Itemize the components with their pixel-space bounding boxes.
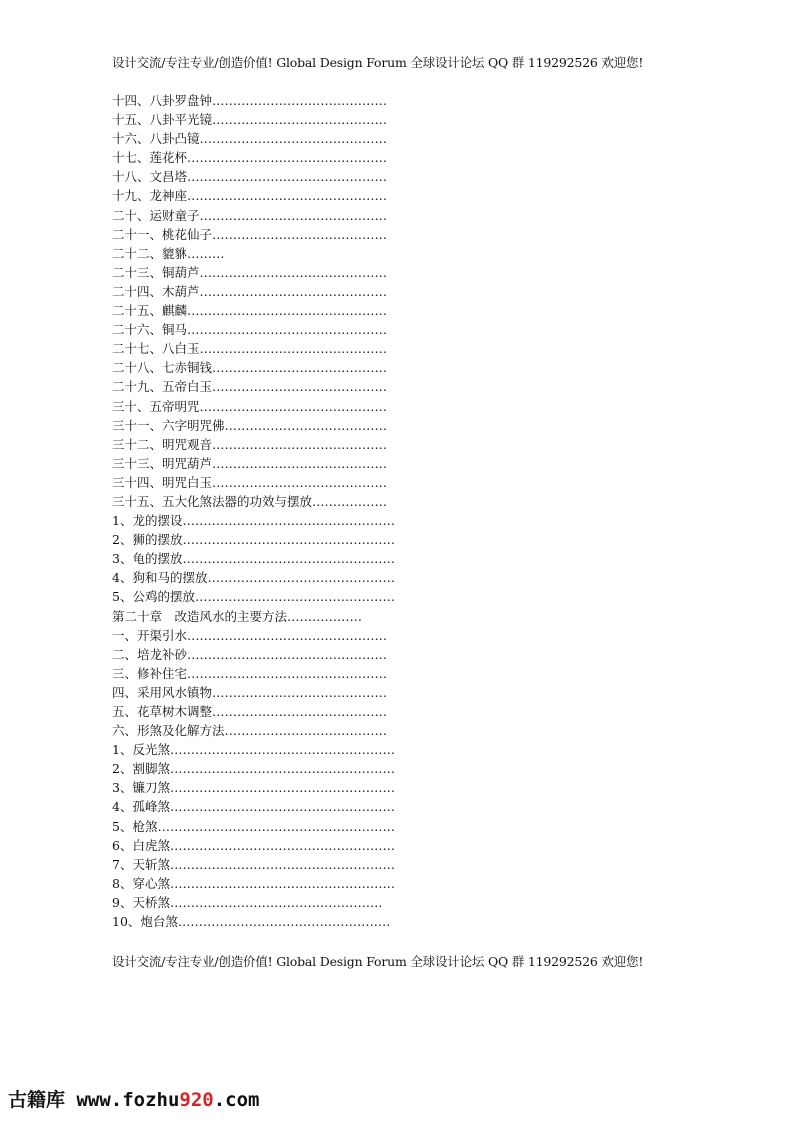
toc-entry: 3、龟的摆放…………………………………………… [112, 551, 395, 567]
toc-entry: 2、割脚煞……………………………………………… [112, 761, 395, 777]
toc-entry: 三十三、明咒葫芦…………………………………… [112, 455, 388, 471]
toc-entry: 三十四、明咒白玉…………………………………… [112, 474, 388, 490]
toc-entry: 一、开渠引水………………………………………… [112, 627, 388, 643]
toc-entry: 1、反光煞……………………………………………… [112, 742, 395, 758]
toc-entry: 二十七、八白玉……………………………………… [112, 341, 388, 357]
toc-entry: 十六、八卦凸镜……………………………………… [112, 131, 388, 147]
toc-entry: 十七、莲花杯………………………………………… [112, 150, 388, 166]
toc-entry: 三、修补住宅………………………………………… [112, 665, 388, 681]
toc-entry: 十五、八卦平光镜…………………………………… [112, 112, 388, 128]
toc-entry: 三十一、六字明咒佛………………………………… [112, 417, 388, 433]
toc-entry: 二十、运财童子……………………………………… [112, 207, 388, 223]
toc-entry: 三十五、五大化煞法器的功效与摆放……………… [112, 493, 388, 509]
toc-entry: 5、枪煞………………………………………………… [112, 818, 395, 834]
toc-entry: 二十八、七赤铜钱…………………………………… [112, 360, 388, 376]
toc-entry: 四、采用风水镇物…………………………………… [112, 684, 388, 700]
toc-entry: 二十四、木葫芦……………………………………… [112, 283, 388, 299]
toc-entry: 二、培龙补砂………………………………………… [112, 646, 388, 662]
toc-entry: 十九、龙神座………………………………………… [112, 188, 388, 204]
toc-entry: 4、孤峰煞……………………………………………… [112, 799, 395, 815]
toc-entry: 三十、五帝明咒……………………………………… [112, 398, 388, 414]
toc-entry: 4、狗和马的摆放……………………………………… [112, 570, 395, 586]
toc-entry: 二十六、铜马………………………………………… [112, 322, 388, 338]
site-watermark-logo [8, 1087, 259, 1113]
logo-suffix: .com [213, 1089, 260, 1111]
toc-entry: 三十二、明咒观音…………………………………… [112, 436, 388, 452]
toc-entry: 5、公鸡的摆放………………………………………… [112, 589, 395, 605]
toc-entry: 二十二、貔貅……… [112, 245, 225, 261]
toc-entry: 7、天斩煞……………………………………………… [112, 856, 395, 872]
toc-entry: 二十五、麒麟………………………………………… [112, 303, 388, 319]
toc-entry: 二十九、五帝白玉…………………………………… [112, 379, 388, 395]
toc-entry: 十八、文昌塔………………………………………… [112, 169, 388, 185]
toc-entry: 五、花草树木调整…………………………………… [112, 704, 388, 719]
toc-entry: 9、天桥煞…………………………………………… [112, 894, 383, 910]
toc-entry: 10、炮台煞…………………………………………… [112, 914, 391, 930]
footer-banner: 设计交流/专注专业/创造价值! Global Design Forum 全球设计论坛 QQ 群 119292526 欢迎您! [112, 954, 644, 969]
toc-entry: 六、形煞及化解方法………………………………… [112, 723, 388, 739]
toc-entry: 第二十章 改造风水的主要方法……………… [112, 608, 363, 624]
toc-entry: 二十三、铜葫芦……………………………………… [112, 264, 388, 280]
toc-entry: 二十一、桃花仙子…………………………………… [112, 226, 388, 242]
toc-entry: 3、镰刀煞……………………………………………… [112, 780, 395, 796]
table-of-contents [112, 91, 395, 931]
header-banner: 设计交流/专注专业/创造价值! Global Design Forum 全球设计论坛 QQ 群 119292526 欢迎您! [112, 55, 644, 70]
toc-entry: 1、龙的摆设…………………………………………… [112, 513, 395, 529]
logo-highlight: 920 [179, 1089, 214, 1111]
toc-entry: 十四、八卦罗盘钟…………………………………… [112, 93, 388, 108]
toc-entry: 2、狮的摆放…………………………………………… [112, 532, 395, 548]
logo-prefix: 古籍库 www.fozhu [8, 1089, 180, 1111]
toc-entry: 8、穿心煞……………………………………………… [112, 875, 395, 891]
toc-entry: 6、白虎煞……………………………………………… [112, 837, 395, 853]
